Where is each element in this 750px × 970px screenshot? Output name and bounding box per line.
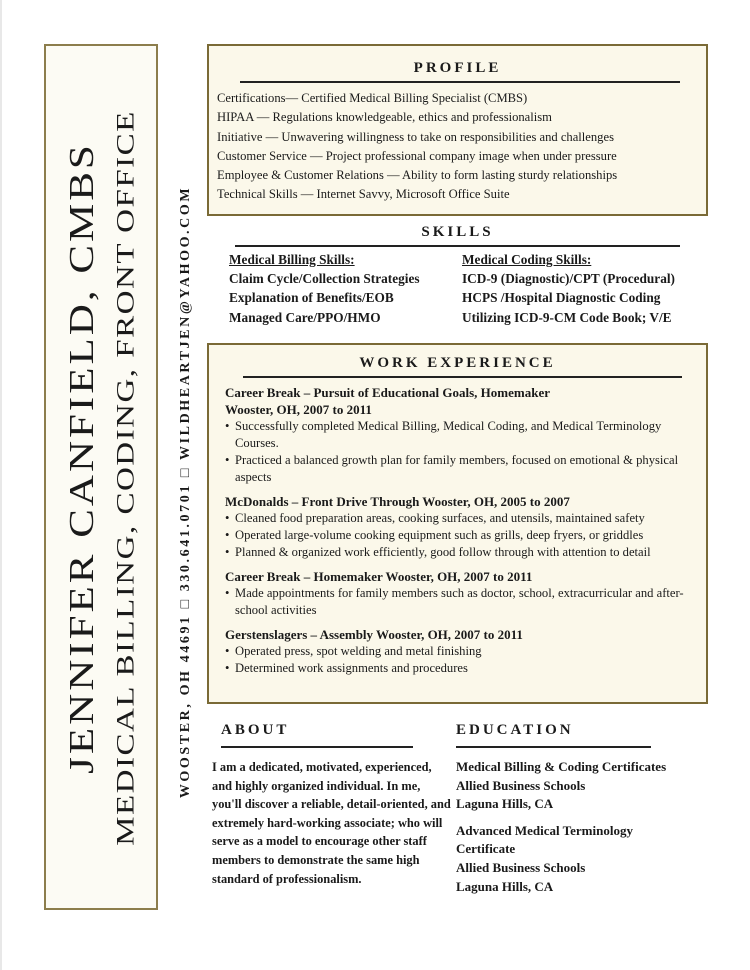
about-section (212, 722, 452, 888)
skill-item: HCPS /Hospital Diagnostic Coding (462, 290, 661, 306)
divider (456, 746, 651, 748)
coding-skills (462, 250, 675, 327)
contact-line (178, 186, 194, 798)
divider (243, 376, 682, 378)
job-entry (225, 568, 694, 619)
education-location: Laguna Hills, CA (456, 796, 554, 812)
job-entry (225, 493, 694, 561)
candidate-specialty: MEDICAL BILLING, CODING, FRONT OFFICE (111, 110, 140, 846)
job-bullet: • Practiced a balanced growth plan for family members, focused on emotional & physical aspects (225, 452, 694, 486)
skill-item: Explanation of Benefits/EOB (229, 290, 394, 306)
profile-item: Certifications— Certified Medical Billing Specialist (CMBS) (217, 91, 528, 105)
profile-list (217, 89, 706, 205)
skills-heading: SKILLS (421, 224, 494, 240)
job-title: Career Break – Homemaker Wooster, OH, 2007 to 2011 (225, 569, 533, 584)
divider (235, 245, 680, 247)
profile-item: Technical Skills — Internet Savvy, Microsoft Office Suite (217, 187, 510, 202)
candidate-name: JENNIFER CANFIELD, CMBS (63, 142, 101, 774)
work-heading: WORK EXPERIENCE (359, 355, 556, 371)
job-bullet: • Successfully completed Medical Billing, Medical Coding, and Medical Terminology Courses. (225, 418, 694, 452)
profile-item: Customer Service — Project professional company image when under pressure (217, 148, 617, 163)
contact-phone: 330.641.0701 (178, 483, 193, 592)
education-school: Allied Business Schools (456, 859, 586, 875)
skill-item: Utilizing ICD-9-CM Code Book; V/E (462, 309, 672, 325)
job-bullet: • Operated press, spot welding and metal finishing (225, 643, 694, 660)
work-experience-section (207, 343, 708, 704)
job-entry (225, 626, 694, 677)
divider (221, 746, 413, 748)
separator-icon: □ (178, 597, 193, 609)
job-location: Wooster, OH, 2007 to 2011 (225, 402, 372, 417)
education-heading: EDUCATION (456, 722, 574, 738)
page-edge (0, 0, 2, 970)
job-bullet: • Planned & organized work efficiently, good follow through with attention to detail (225, 544, 694, 561)
skill-item: ICD-9 (Diagnostic)/CPT (Procedural) (462, 271, 675, 287)
divider (240, 81, 680, 83)
billing-skills (229, 250, 420, 327)
separator-icon: □ (178, 466, 193, 478)
coding-skills-title: Medical Coding Skills: (462, 252, 592, 267)
education-program: Advanced Medical Terminology Certificate (456, 822, 633, 857)
about-text: I am a dedicated, motivated, experienced, and highly organized individual. In me, you'll discover a reliable, detail-oriented, and extremely hard-working associate; who will serve as a model to encourage other staff members to demonstrate the same high standard of professionalism. (212, 760, 451, 886)
education-entry (456, 822, 696, 896)
education-program: Medical Billing & Coding Certificates (456, 759, 667, 774)
job-entry (225, 384, 694, 486)
job-title: Gerstenslagers – Assembly Wooster, OH, 2007 to 2011 (225, 627, 523, 642)
job-title: Career Break – Pursuit of Educational Goals, Homemaker (225, 385, 550, 400)
skill-item: Claim Cycle/Collection Strategies (229, 271, 420, 287)
job-bullet: • Operated large-volume cooking equipment such as grills, deep fryers, or griddles (225, 527, 694, 544)
education-location: Laguna Hills, CA (456, 878, 554, 894)
skills-header (235, 224, 680, 247)
profile-section (207, 44, 708, 216)
skill-item: Managed Care/PPO/HMO (229, 309, 381, 325)
contact-email[interactable]: WILDHEARTJEN@YAHOO.COM (178, 185, 193, 461)
profile-heading: PROFILE (413, 60, 502, 76)
job-bullet: • Cleaned food preparation areas, cooking surfaces, and utensils, maintained safety (225, 510, 694, 527)
education-entry (456, 758, 696, 814)
contact-address: WOOSTER, OH 44691 (178, 614, 193, 799)
about-heading: ABOUT (221, 722, 290, 738)
job-title: McDonalds – Front Drive Through Wooster, OH, 2005 to 2007 (225, 494, 570, 509)
profile-item: HIPAA — Regulations knowledgeable, ethics and professionalism (217, 110, 552, 125)
job-bullet: • Determined work assignments and procedures (225, 660, 694, 677)
job-bullet: • Made appointments for family members such as doctor, school, extracurricular and after-school activities (225, 585, 694, 619)
education-school: Allied Business Schools (456, 777, 586, 793)
profile-item: Initiative — Unwavering willingness to take on responsibilities and challenges (217, 129, 614, 144)
education-section (456, 722, 696, 896)
billing-skills-title: Medical Billing Skills: (229, 252, 355, 267)
profile-item: Employee & Customer Relations — Ability to form lasting sturdy relationships (217, 168, 618, 183)
